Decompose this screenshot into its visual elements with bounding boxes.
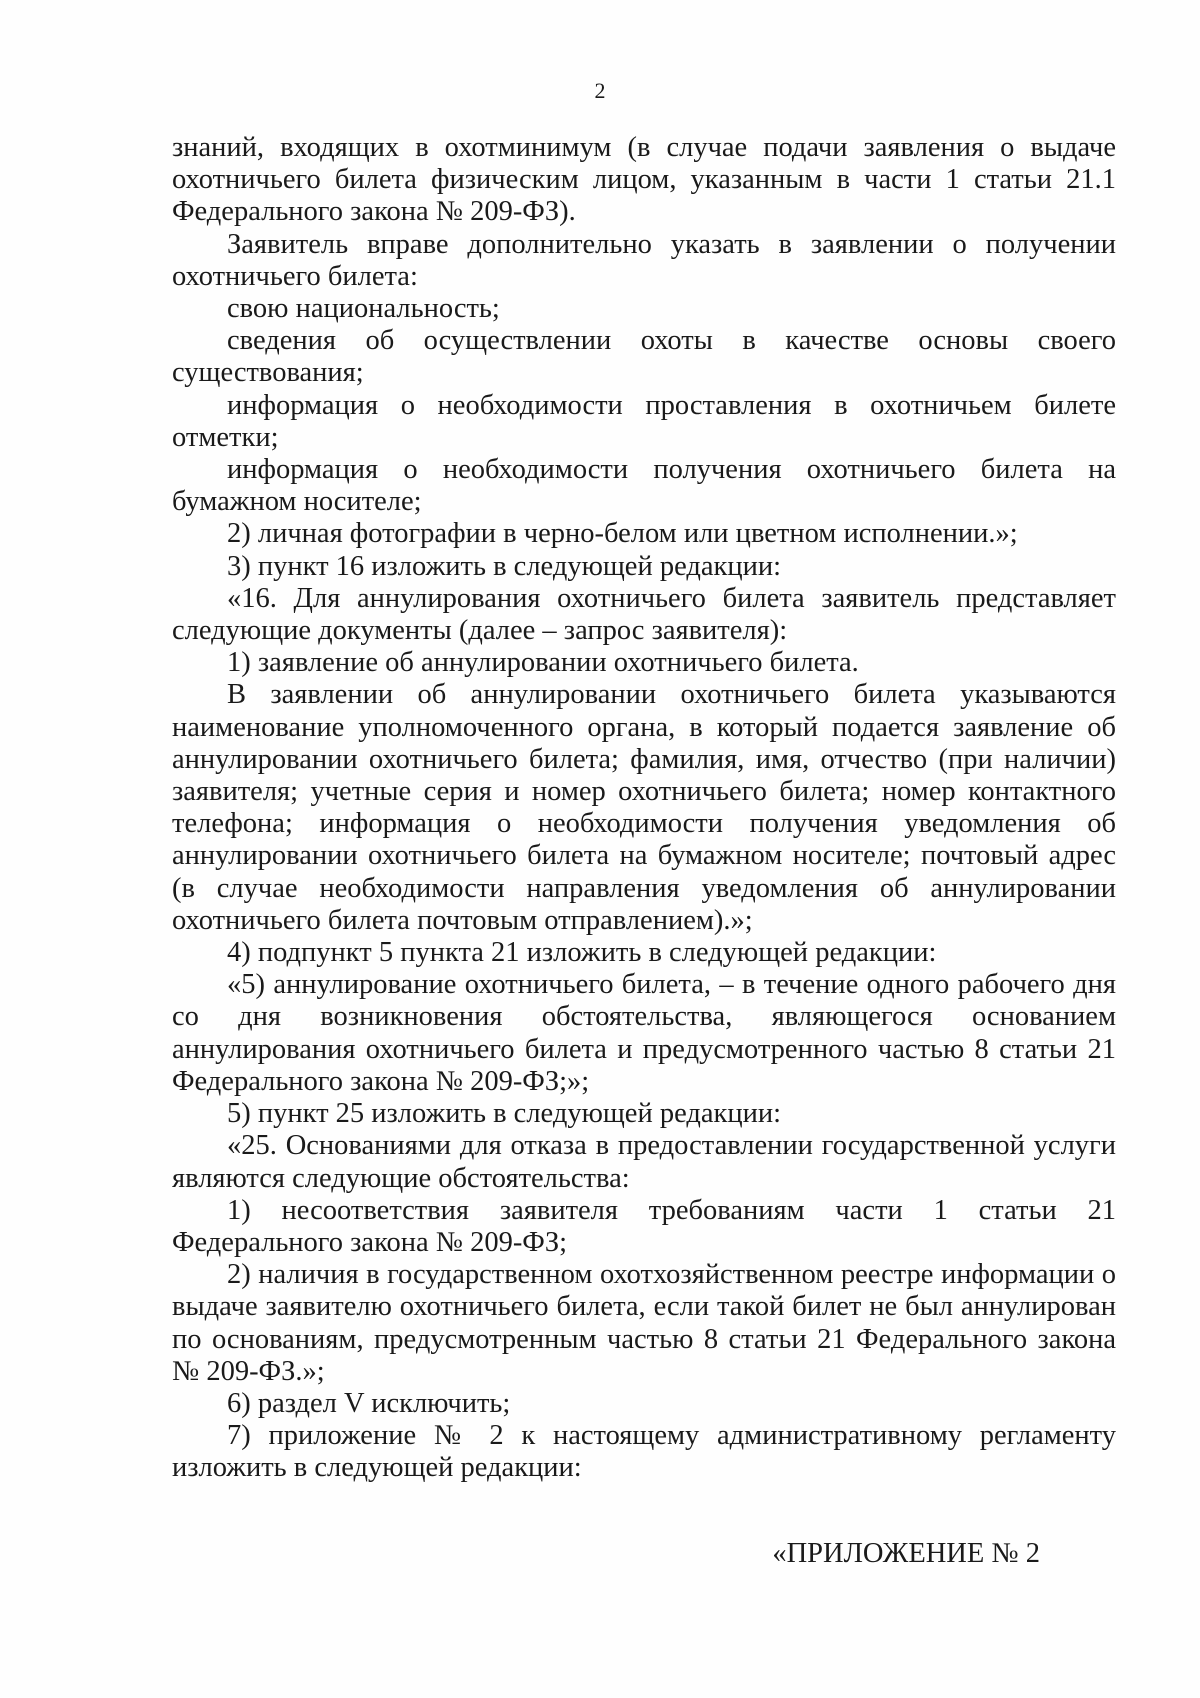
paragraph: 1) несоответствия заявителя требованиям части 1 статьи 21 Федерального закона № 209-ФЗ;	[172, 1194, 1116, 1258]
paragraph: «16. Для аннулирования охотничьего билета заявитель представляет следующие документы (далее – запрос заявителя):	[172, 582, 1116, 647]
paragraph: «5) аннулирование охотничьего билета, – в течение одного рабочего дня со дня возникновения обстоятельства, являющегося основанием аннулирования охотничьего билета и предусмотренного частью 8 статьи 21 Федерального закона № 209-ФЗ;»;	[172, 969, 1116, 1097]
paragraph: Заявитель вправе дополнительно указать в заявлении о получении охотничьего билета:	[172, 228, 1116, 292]
paragraph: 1) заявление об аннулировании охотничьего билета.	[227, 647, 859, 679]
paragraph: 3) пункт 16 изложить в следующей редакции:	[227, 550, 782, 582]
paragraph: «25. Основаниями для отказа в предоставлении государственной услуги являются следующие обстоятельства:	[172, 1130, 1116, 1194]
paragraph: информация о необходимости проставления в охотничьем билете отметки;	[172, 389, 1116, 453]
paragraph: знаний, входящих в охотминимум (в случае подачи заявления о выдаче охотничьего билета физическим лицом, указанным в части 1 статьи 21.1 Федерального закона № 209-ФЗ).	[172, 132, 1116, 228]
paragraph: 4) подпункт 5 пункта 21 изложить в следующей редакции:	[227, 937, 937, 969]
appendix-heading: «ПРИЛОЖЕНИЕ № 2	[772, 1538, 1040, 1569]
paragraph: 2) личная фотографии в черно-белом или цветном исполнении.»;	[227, 518, 1018, 550]
paragraph: свою национальность;	[227, 293, 500, 325]
document-body	[172, 132, 1116, 1485]
paragraph: В заявлении об аннулировании охотничьего билета указываются наименование уполномоченного органа, в который подается заявление об аннулировании охотничьего билета; фамилия, имя, отчество (при наличии) заявителя; учетные серия и номер охотничьего билета; номер контактного телефона; информация о необходимости получения уведомления об аннулировании охотничьего билета на бумажном носителе; почтовый адрес (в случае необходимости направления уведомления об аннулировании охотничьего билета почтовым отправлением).»;	[172, 679, 1116, 936]
paragraph: информация о необходимости получения охотничьего билета на бумажном носителе;	[172, 454, 1116, 518]
paragraph: 2) наличия в государственном охотхозяйственном реестре информации о выдаче заявителю охотничьего билета, если такой билет не был аннулирован по основаниям, предусмотренным частью 8 статьи 21 Федерального закона № 209-ФЗ.»;	[172, 1259, 1116, 1387]
paragraph: 7) приложение № 2 к настоящему административному регламенту изложить в следующей редакции:	[172, 1420, 1116, 1484]
paragraph: сведения об осуществлении охоты в качестве основы своего существования;	[172, 325, 1116, 389]
page-number: 2	[594, 78, 606, 103]
paragraph: 6) раздел V исключить;	[227, 1387, 511, 1419]
paragraph: 5) пункт 25 изложить в следующей редакции:	[227, 1098, 782, 1130]
